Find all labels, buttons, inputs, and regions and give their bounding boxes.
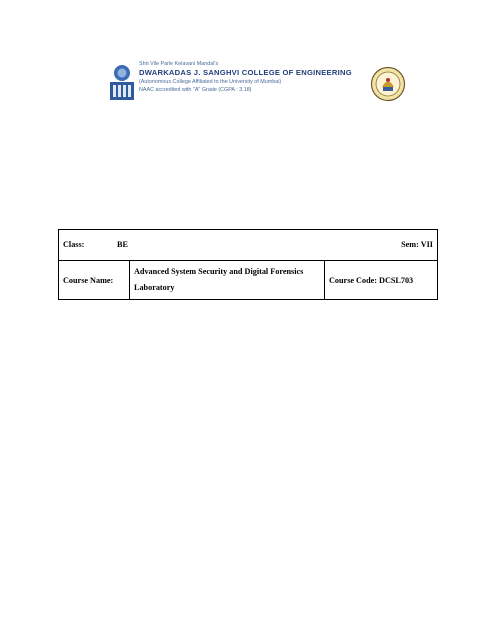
letterhead-text	[139, 62, 369, 94]
college-letterhead	[108, 62, 408, 106]
class-label: Class:	[63, 240, 85, 249]
college-affiliation: (Autonomous College Affiliated to the University of Mumbai)	[139, 79, 282, 85]
naac-accreditation: NAAC accredited with "A" Grade (CGPA : 3.18)	[139, 87, 252, 94]
course-code: Course Code: DCSL703	[325, 261, 438, 300]
college-emblem-icon	[108, 64, 136, 102]
semester-value: Sem: VII	[401, 240, 433, 249]
class-value: BE	[117, 240, 128, 249]
class-sem-row	[59, 230, 438, 261]
class-sem-cell	[59, 230, 438, 261]
course-name-value: Advanced System Security and Digital Forensics Laboratory	[130, 261, 325, 300]
college-seal-icon	[370, 66, 406, 102]
course-name-label: Course Name:	[59, 261, 130, 300]
college-name: DWARKADAS J. SANGHVI COLLEGE OF ENGINEERING	[139, 68, 352, 78]
course-details-table	[58, 229, 438, 300]
course-name-row	[59, 261, 438, 300]
trust-name: Shri Vile Parle Kelavani Mandal's	[139, 61, 219, 67]
